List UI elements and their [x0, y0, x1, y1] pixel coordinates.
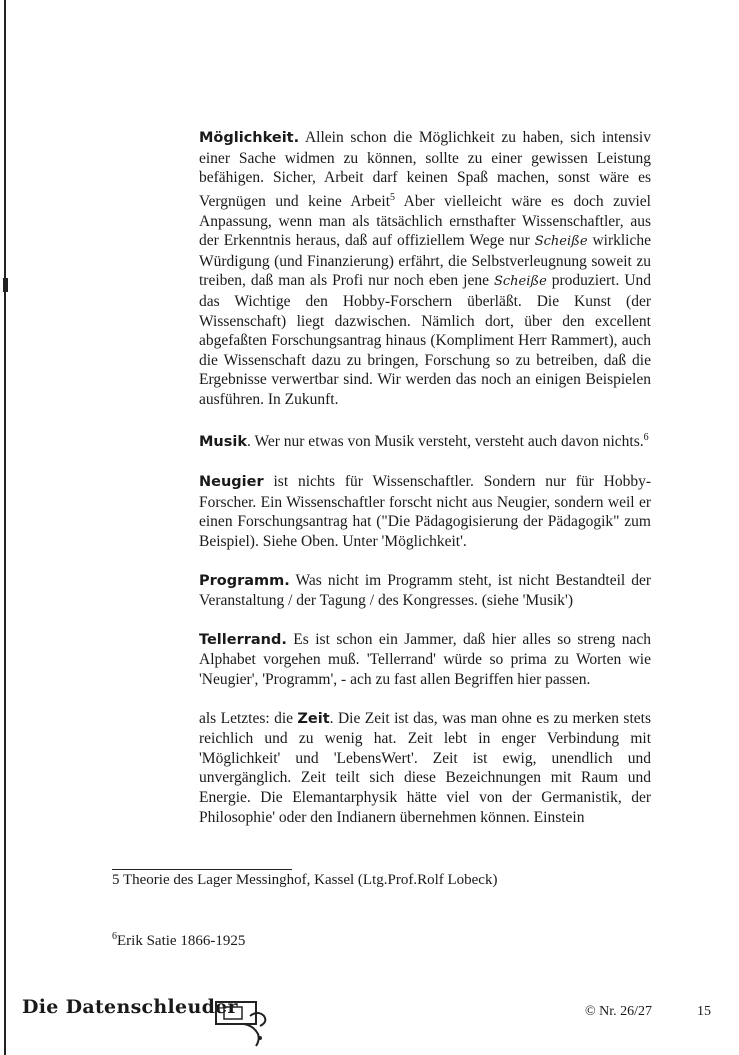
entry-musik [199, 428, 651, 453]
entry-text: Allein schon die Möglichkeit zu haben, sich intensiv einer Sache widmen zu können, sollte zu einer gewissen Leistung befähigen. Sicher, Arbeit darf keinen Spaß machen, sonst wäre es Vergnügen und keine Arbeit [199, 129, 651, 210]
entry-text: . Die Zeit ist das, was man ohne es zu merken stets reichlich und zu wenig hat. Zeit lebt in enger Verbindung mit 'Möglichkeit' und 'LebensWert'. Zeit ist ewig, unendlich und unvergänglich. Zeit teilt sich diese Bezeichnungen mit Raum und Energie. Die Elemantarphysik hätte viel von der Germanistik, der Philosophie' oder den Indianern übernehmen können. Einstein [199, 709, 651, 826]
publication-logo: Die Datenschleuder [22, 996, 238, 1018]
entry-heading: Tellerrand. [199, 631, 287, 648]
entry-heading: Neugier [199, 474, 264, 491]
hand-disk-icon [214, 998, 272, 1053]
entry-tellerrand [199, 630, 651, 690]
footnote-number: 6 [112, 931, 117, 942]
entry-text: Aber vielleicht wäre es doch zuviel Anpassung, wenn man als tätsächlich ernsthafter Wissenschaftler, aus der Erkenntnis heraus, daß auf offiziellem Wege nur [199, 192, 651, 250]
entry-heading: Möglichkeit. [199, 130, 300, 146]
entry-text: Es ist schon ein Jammer, daß hier alles so streng nach Alphabet vorgehen muß. 'Tellerrand' würde so prima zu Worten wie 'Neugier', 'Programm', - ach zu fast allen Begriffen hier passen. [199, 630, 651, 688]
footnote-text: Erik Satie 1866-1925 [117, 933, 246, 949]
entry-heading: Programm. [199, 572, 290, 589]
entry-lead: als Letztes: die [199, 709, 298, 727]
entry-zeit [199, 709, 651, 828]
footnote-number: 5 [112, 872, 120, 888]
entry-programm [199, 571, 651, 611]
entry-moeglichkeit [199, 128, 651, 409]
entry-text: Was nicht im Programm steht, ist nicht Bestandteil der Veranstaltung / der Tagung / des Kongresses. (siehe 'Musik') [199, 571, 651, 610]
left-margin-mark [3, 278, 8, 292]
footnote-6 [112, 931, 245, 950]
page-footer [0, 996, 739, 1036]
article-body [199, 128, 651, 846]
entry-text: ist nichts für Wissenschaftler. Sondern nur für Hobby-Forscher. Ein Wissenschaftler forscht nicht aus Neugier, sondern weil er einen Forschungsantrag hat ("Die Pädagogisierung der Pädagogik" zum Beispiel). Siehe Oben. Unter 'Möglichkeit'. [199, 473, 651, 550]
left-margin-rule [4, 0, 6, 1055]
footnote-text: Theorie des Lager Messinghof, Kassel (Ltg.Prof.Rolf Lobeck) [119, 872, 498, 888]
footnote-rule [112, 869, 292, 870]
entry-heading: Musik [199, 434, 247, 451]
footnote-5 [112, 872, 497, 889]
entry-text: . Wer nur etwas von Musik versteht, versteht auch davon nichts. [247, 433, 644, 451]
page-number: 15 [697, 1004, 711, 1019]
footnote-ref: 5 [390, 191, 395, 203]
script-word: Scheiße [534, 234, 588, 250]
entry-heading: Zeit [297, 710, 330, 727]
footnote-ref: 6 [643, 432, 649, 444]
issue-number: © Nr. 26/27 [585, 1004, 653, 1019]
entry-text: produziert. Und das Wichtige den Hobby-Forschern überläßt. Die Kunst (der Wissenschaft) liegt dazwischen. Nämlich dort, über den excellent abgefaßten Forschungsantrag hinaus (Kompliment Herr Rammert), auch die Wissenschaft dazu zu bringen, Forschung so zu betreiben, daß die Ergebnisse verwertbar sind. Wir werden das noch an einigen Beispielen ausführen. In Zukunft. [199, 272, 652, 408]
script-word: Scheiße [493, 274, 547, 290]
entry-neugier [199, 472, 651, 551]
entry-text: wirkliche Würdigung (und Finanzierung) erfährt, die Selbstverleugnung soweit zu treiben, daß man als Profi nur noch eben jene [199, 232, 651, 290]
